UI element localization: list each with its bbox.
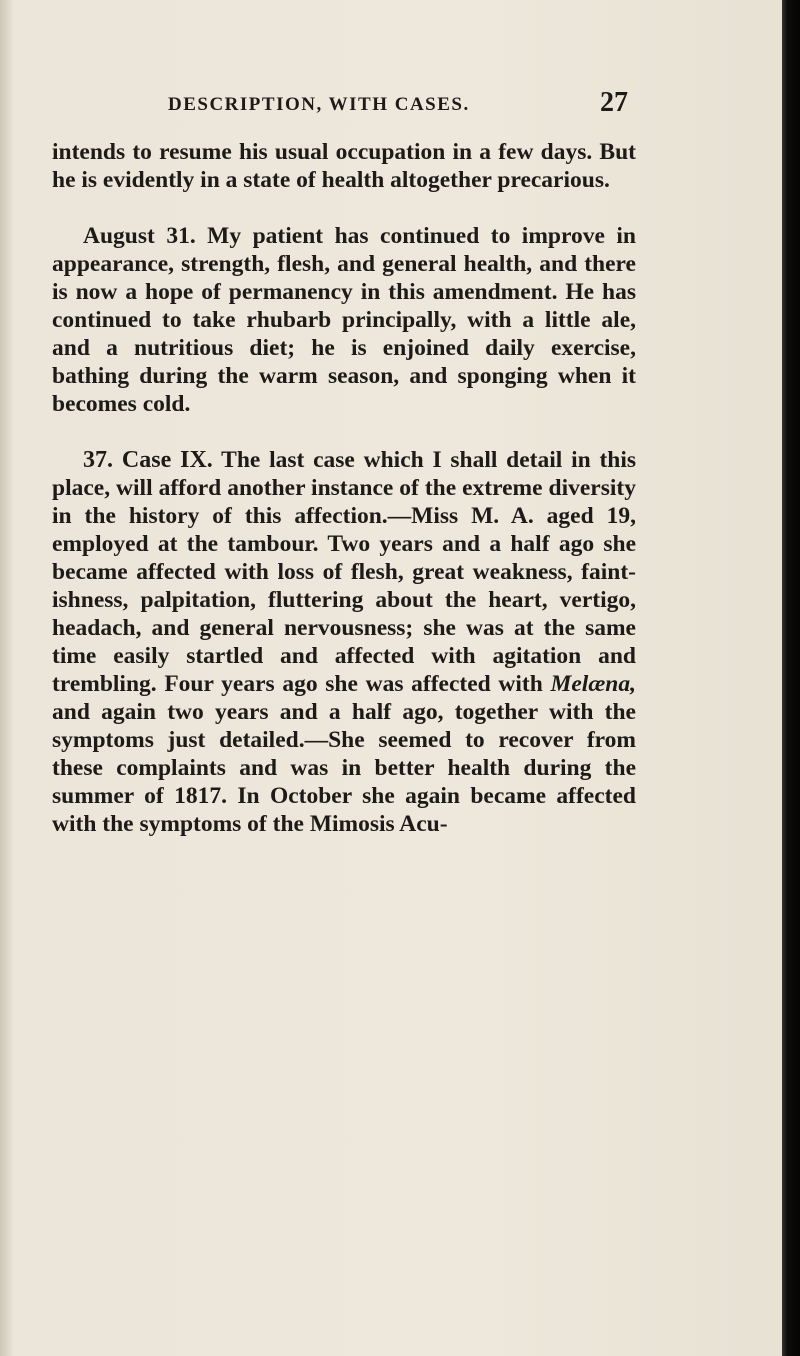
paragraph-3-text-b: and again two years and a half ago, together with the symptoms just detailed.—She seemed to recover from these complaints and was in better health during the summer of 1817. In October she again became affected with the symptoms of the Mimosis Acu- bbox=[52, 699, 636, 837]
italic-term: Melæna, bbox=[550, 671, 636, 697]
body-text bbox=[52, 138, 636, 866]
book-spine-shadow bbox=[782, 0, 800, 1356]
running-head: DESCRIPTION, WITH CASES. bbox=[168, 94, 470, 115]
paragraph-3 bbox=[52, 446, 636, 838]
paragraph-2: August 31. My patient has continued to improve in appearance, strength, flesh, and general health, and there is now a hope of permanency in this amendment. He has continued to take rhubarb principally, with a little ale, and a nutritious diet; he is enjoined daily exercise, bathing during the warm season, and sponging when it becomes cold. bbox=[52, 223, 636, 417]
page-left-edge bbox=[0, 0, 12, 1356]
page-number: 27 bbox=[600, 87, 628, 118]
paragraph-3-text-a: The last case which I shall detail in this place, will afford another instance of the extreme diversity in the history of this affection.—Miss M. A. aged 19, employed at the tambour. Two years and a half ago she became affected with loss of flesh, great weakness, faintishness, palpitation, fluttering about the heart, vertigo, headach, and general nervousness; she was at the same time easily startled and affected with agitation and trembling. Four years ago she was affected with bbox=[52, 447, 637, 697]
page-header bbox=[168, 87, 628, 124]
paragraph-1: intends to resume his usual occupation in a few days. But he is evidently in a state of health altogether precarious. bbox=[52, 139, 636, 193]
case-heading: 37. Case IX. bbox=[83, 447, 213, 473]
